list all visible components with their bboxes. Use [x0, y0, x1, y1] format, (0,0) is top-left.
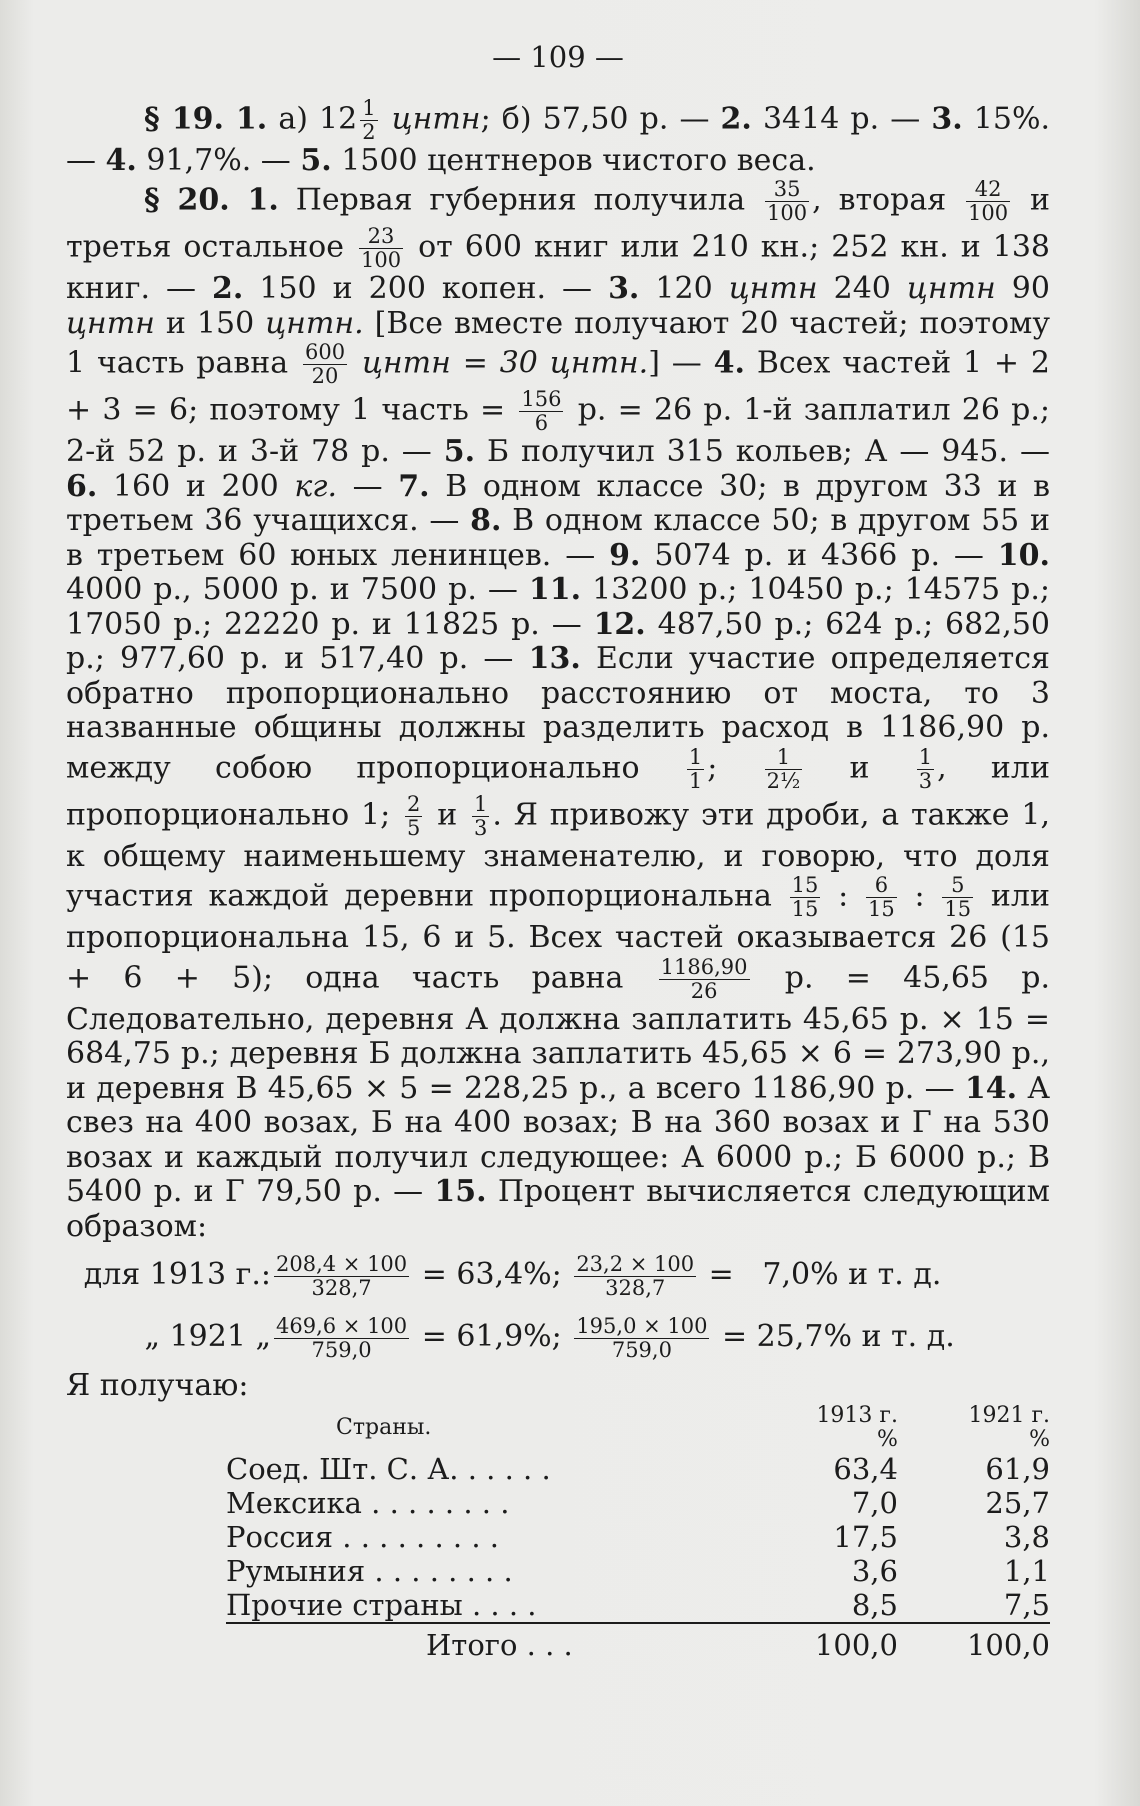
- text: 91,7%. —: [136, 142, 301, 178]
- denominator: 15: [791, 897, 819, 921]
- unit-text: цнтн = 30 цнтн.: [350, 345, 649, 381]
- section-20-heading: § 20. 1.: [144, 182, 279, 218]
- fraction: [303, 341, 347, 388]
- country-name: Прочие страны . . . .: [226, 1588, 537, 1622]
- text: 120: [639, 271, 729, 306]
- column-header-1913: [813, 1404, 898, 1452]
- unit-text: цнтн: [728, 271, 818, 306]
- text: р. = 26 р. 1-й заплатил 26 р.; 2-й 52 р. и 3-й 78 р. —: [66, 392, 1050, 469]
- fraction: [274, 1315, 409, 1362]
- text: 1500 центнеров чистого веса.: [331, 142, 816, 178]
- text: 4000 р., 5000 р. и 7500 р. —: [66, 572, 529, 607]
- text: 487,50 р.; 624 р.; 682,50 р.; 977,60 р. и 517,40 р. —: [66, 606, 1050, 676]
- table-row: [226, 1554, 1050, 1588]
- denominator: 26: [690, 978, 718, 1003]
- denominator: 328,7: [605, 1275, 666, 1300]
- text: 15%. —: [66, 101, 1050, 178]
- fraction: [519, 388, 563, 435]
- text: 90: [995, 271, 1050, 306]
- numerator: 1: [918, 744, 933, 769]
- calc-result: = 63,4%;: [412, 1257, 572, 1292]
- denominator: 3: [474, 815, 488, 840]
- numerator: 2: [407, 791, 421, 816]
- denominator: 328,7: [311, 1275, 372, 1300]
- fraction: [790, 874, 821, 921]
- answer-number: 6.: [66, 468, 98, 504]
- fraction: [359, 225, 403, 272]
- fraction: [687, 746, 704, 793]
- text: А свез на 400 возах, Б на 400 возах; В на 360 возах и Г на 530 возах и каждый получил следующее: А 6000 р.; Б 6000 р.; В 5400 р. и Г 79,50 р. —: [66, 1070, 1050, 1209]
- numerator: 1: [474, 791, 488, 816]
- text: 240: [817, 271, 907, 306]
- calc-result: = 7,0% и т. д.: [699, 1257, 942, 1292]
- numerator: 195,0 × 100: [576, 1313, 708, 1338]
- denominator: 3: [918, 768, 933, 793]
- answer-number: 7.: [398, 468, 430, 504]
- fraction: [274, 1253, 409, 1300]
- fraction: [405, 793, 422, 840]
- answer-number: 11.: [528, 572, 582, 607]
- denominator: 2: [362, 119, 376, 144]
- answer-number: 3.: [608, 271, 640, 306]
- numerator: 23,2 × 100: [576, 1251, 695, 1276]
- answer-number: 4.: [713, 345, 745, 381]
- text: Если участие определяется обратно пропорционально расстоянию от моста, то 3 названные общины должны разделить расход в 1186,90 р. между собою пропорционально: [66, 641, 1050, 785]
- text: ; б) 57,50 р. —: [480, 101, 721, 136]
- text: В одном классе 30; в другом 33 и в третьем 36 учащихся. —: [66, 468, 1050, 538]
- numerator: 42: [966, 178, 1010, 202]
- value-1913: 63,4: [833, 1452, 898, 1486]
- text: и 150: [154, 305, 266, 341]
- text: . Я привожу эти дроби, а также 1, к общему наименьшему знаменателю, и говорю, что доля участия каждой деревни пропорциональна: [66, 797, 1050, 914]
- text: В одном классе 50; в другом 55 и в третьем 60 юных ленинцев. —: [66, 503, 1050, 573]
- text: , или пропорционально 1;: [66, 750, 1050, 832]
- denominator: 20: [311, 364, 339, 388]
- text: а) 12: [267, 101, 358, 136]
- text: 160 и 200: [97, 468, 295, 504]
- total-1913: 100,0: [813, 1623, 898, 1662]
- denominator: 1: [688, 768, 703, 793]
- fraction-half: [360, 97, 377, 144]
- table-row: [226, 1588, 1050, 1623]
- country-name: Мексика . . . . . . . .: [226, 1486, 510, 1520]
- country-name: Соед. Шт. С. А. . . . . .: [226, 1452, 551, 1486]
- answer-number: 2.: [720, 101, 752, 136]
- answer-number: 14.: [964, 1070, 1018, 1106]
- answer-number: 10.: [997, 537, 1050, 573]
- numerator: 1: [765, 746, 803, 770]
- value-1921: 7,5: [1003, 1588, 1050, 1622]
- answer-number: 5.: [443, 434, 476, 469]
- denominator: 100: [968, 201, 1009, 225]
- numerator: 156: [521, 387, 562, 411]
- numerator: 1186,90: [660, 954, 748, 979]
- numerator: 15: [791, 873, 819, 897]
- numerator: 600: [305, 340, 346, 364]
- fraction: [472, 793, 489, 840]
- table-header: [226, 1404, 1050, 1452]
- unit-text: кг.: [294, 468, 337, 504]
- value-1913: 7,0: [851, 1486, 898, 1520]
- result-intro: Я получаю:: [66, 1368, 249, 1403]
- page-number: — 109 —: [492, 40, 624, 74]
- value-1921: 25,7: [985, 1486, 1050, 1520]
- text: от 600 книг или 210 кн.; 252 кн. и 138 книг. —: [66, 229, 1051, 306]
- answer-number: 13.: [528, 641, 581, 676]
- value-1913: 8,5: [851, 1588, 898, 1622]
- calc-label: для 1913 г.:: [83, 1257, 271, 1292]
- section-19-answers: [66, 97, 1050, 179]
- text: ;: [707, 750, 762, 785]
- table-total-row: [226, 1623, 1050, 1662]
- denominator: 759,0: [611, 1337, 672, 1362]
- value-1913: 3,6: [851, 1554, 898, 1588]
- text: р. = 45,65 р. Следовательно, деревня А должна заплатить 45,65 р. × 15 = 684,75 р.; деревня Б должна заплатить 45,65 × 6 = 273,90 р., и деревня В 45,65 × 5 = 228,25 р., а всего 1186,90 р. —: [66, 960, 1050, 1106]
- country-name: Румыния . . . . . . . .: [226, 1554, 513, 1588]
- denominator: 100: [767, 201, 808, 225]
- answer-number: 2.: [212, 271, 244, 306]
- unit-text: цнтн: [906, 271, 996, 306]
- fraction: [942, 874, 973, 921]
- value-1921: 3,8: [1003, 1520, 1050, 1554]
- fraction: [574, 1315, 709, 1362]
- total-1921: 100,0: [898, 1623, 1050, 1662]
- numerator: 1: [362, 95, 376, 120]
- unit-text: цнтн: [66, 305, 155, 341]
- numerator: 469,6 × 100: [276, 1313, 408, 1338]
- answer-number: 3.: [931, 101, 963, 136]
- text: —: [337, 468, 399, 504]
- calc-label: „ 1921 „: [144, 1319, 271, 1354]
- unit-label: %: [1029, 1427, 1050, 1452]
- text: , вторая: [812, 182, 964, 218]
- denominator: 5: [407, 815, 421, 840]
- table-row: [226, 1486, 1050, 1520]
- section-20-answers: [66, 178, 1050, 1244]
- denominator: 100: [360, 248, 402, 272]
- fraction: [574, 1253, 696, 1300]
- text: 3414 р. —: [751, 101, 932, 136]
- answer-number: 5.: [300, 142, 332, 178]
- text: Процент вычисляется следующим образом:: [66, 1174, 1050, 1244]
- denominator: 6: [534, 411, 549, 435]
- numerator: 35: [765, 178, 809, 202]
- numerator: 23: [359, 225, 403, 249]
- calc-result: = 61,9%;: [412, 1319, 572, 1354]
- unit-text: цнтн.: [265, 305, 364, 341]
- answer-number: 15.: [434, 1174, 487, 1209]
- value-1913: 17,5: [833, 1520, 898, 1554]
- answer-number: 9.: [609, 537, 641, 573]
- numerator: 5: [942, 874, 973, 898]
- fraction: [659, 956, 750, 1003]
- text: :: [823, 878, 864, 914]
- text: [Все вместе получают 20 частей; поэтому 1 часть равна: [66, 305, 1050, 381]
- fraction: [866, 874, 897, 921]
- results-table: [226, 1404, 1050, 1662]
- numerator: 208,4 × 100: [276, 1251, 408, 1276]
- text: 150 и 200 копен. —: [243, 271, 609, 306]
- text: ] —: [648, 345, 714, 381]
- page-content: [66, 40, 1050, 1662]
- fraction: [765, 746, 803, 793]
- column-header-countries: Страны.: [336, 1415, 432, 1440]
- text: и третья остальное: [66, 182, 1051, 265]
- denominator: 15: [944, 897, 972, 921]
- table-row: [226, 1520, 1050, 1554]
- fraction: [765, 178, 809, 225]
- fraction: [966, 178, 1010, 225]
- text: Всех частей 1 + 2 + 3 = 6; поэтому 1 часть =: [66, 345, 1050, 428]
- answer-number: 12.: [593, 606, 646, 642]
- column-header-1921: [898, 1404, 1050, 1452]
- calc-row-1921: [66, 1306, 1050, 1368]
- unit-label: %: [877, 1427, 898, 1452]
- fraction: [917, 746, 934, 793]
- text: и: [425, 797, 469, 832]
- unit-text: цнтн: [380, 101, 481, 136]
- text: 13200 р.; 10450 р.; 14575 р.; 17050 р.; 22220 р. и 11825 р. —: [66, 572, 1050, 642]
- numerator: 6: [866, 874, 897, 898]
- answer-number: 4.: [105, 142, 137, 178]
- table-row: [226, 1452, 1050, 1486]
- numerator: 1: [688, 744, 703, 769]
- calc-result: = 25,7% и т. д.: [712, 1319, 955, 1354]
- total-label: Итого . . .: [226, 1623, 813, 1662]
- year-label: 1913 г.: [816, 1403, 898, 1428]
- text: и: [805, 750, 914, 785]
- answer-number: 8.: [470, 503, 502, 538]
- value-1921: 1,1: [1003, 1554, 1050, 1588]
- year-label: 1921 г.: [968, 1403, 1050, 1428]
- text: или пропорциональна 15, 6 и 5. Всех частей оказывается 26 (15 + 6 + 5); одна часть равна: [66, 878, 1050, 995]
- calc-row-1913: [66, 1244, 1050, 1306]
- denominator: 759,0: [311, 1337, 372, 1362]
- denominator: 15: [868, 897, 895, 921]
- section-19-heading: § 19. 1.: [144, 101, 268, 136]
- text: Б получил 315 кольев; А — 945. —: [475, 434, 1050, 469]
- denominator: 2½: [766, 768, 801, 793]
- country-name: Россия . . . . . . . . .: [226, 1520, 500, 1554]
- text: :: [899, 878, 940, 914]
- value-1921: 61,9: [985, 1452, 1050, 1486]
- text: Первая губерния получила: [278, 182, 763, 218]
- percent-calculation: [66, 1244, 1050, 1368]
- text: 5074 р. и 4366 р. —: [640, 537, 998, 573]
